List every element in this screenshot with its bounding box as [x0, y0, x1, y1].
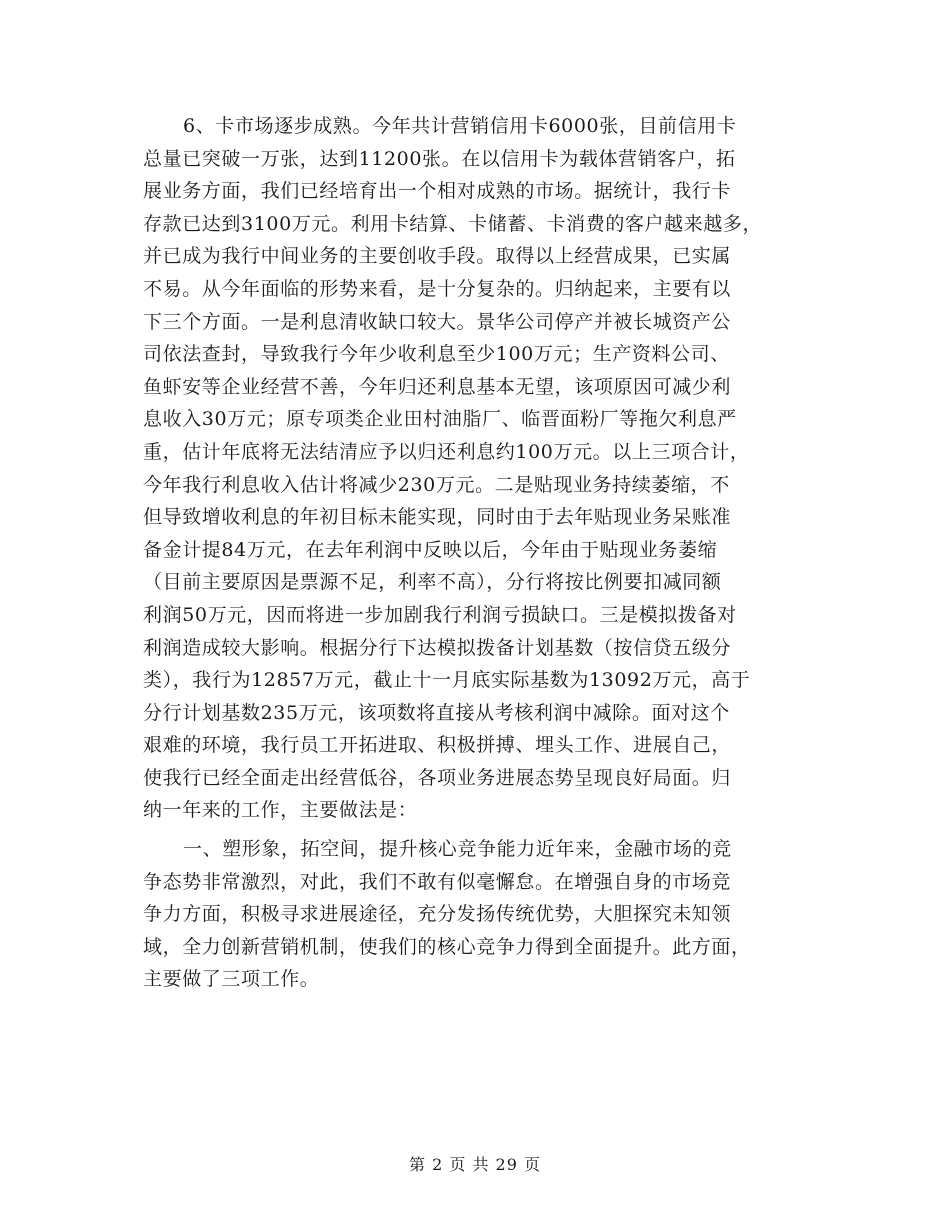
- paragraph-2: [143, 833, 813, 996]
- document-body: [143, 110, 813, 996]
- paragraph-1: [143, 110, 813, 827]
- text-line: 艰难的环境，我行员工开拓进取、积极拼搏、埋头工作、进展自己，: [143, 734, 732, 757]
- text-line: 利润50万元，因而将进一步加剧我行利润亏损缺口。三是模拟拨备对: [143, 603, 737, 626]
- text-line: 域，全力创新营销机制，使我们的核心竞争力得到全面提升。此方面，: [143, 935, 751, 958]
- text-line: 类），我行为12857万元，截止十一月底实际基数为13092万元，高于: [143, 669, 751, 692]
- text-line: 纳一年来的工作，主要做法是：: [143, 799, 418, 822]
- text-line: 争态势非常激烈，对此，我们不敢有似毫懈怠。在增强自身的市场竞: [143, 870, 732, 893]
- text-line: 今年我行利息收入估计将减少230万元。二是贴现业务持续萎缩，不: [143, 473, 730, 496]
- text-line: 但导致增收利息的年初目标未能实现，同时由于去年贴现业务呆账准: [143, 506, 732, 529]
- text-line: 存款已达到3100万元。利用卡结算、卡储蓄、卡消费的客户越来越多，: [143, 212, 763, 235]
- text-line: （目前主要原因是票源不足，利率不高），分行将按比例要扣减同额: [143, 571, 722, 594]
- text-line: 使我行已经全面走出经营低谷，各项业务进展态势呈现良好局面。归: [143, 766, 732, 789]
- text-line: 司依法查封，导致我行今年少收利息至少100万元；生产资料公司、: [143, 343, 730, 366]
- text-line: 一、塑形象，拓空间，提升核心竞争能力近年来，金融市场的竞: [183, 838, 732, 861]
- text-line: 6、卡市场逐步成熟。今年共计营销信用卡6000张，目前信用卡: [183, 115, 737, 137]
- text-line: 总量已突破一万张，达到11200张。在以信用卡为载体营销客户，拓: [143, 147, 736, 170]
- text-line: 争力方面，积极寻求进展途径，充分发扬传统优势，大胆探究未知领: [143, 903, 732, 926]
- text-line: 展业务方面，我们已经培育出一个相对成熟的市场。据统计，我行卡: [143, 180, 732, 203]
- text-line: 并已成为我行中间业务的主要创收手段。取得以上经营成果，已实属: [143, 245, 732, 268]
- text-line: 息收入30万元；原专项类企业田村油脂厂、临晋面粉厂等拖欠利息严: [143, 408, 737, 431]
- text-line: 主要做了三项工作。: [143, 968, 320, 991]
- text-line: 不易。从今年面临的形势来看，是十分复杂的。归纳起来，主要有以: [143, 277, 732, 300]
- text-line: 分行计划基数235万元，该项数将直接从考核利润中减除。面对这个: [143, 701, 730, 724]
- text-line: 下三个方面。一是利息清收缺口较大。景华公司停产并被长城资产公: [143, 310, 732, 333]
- text-line: 利润造成较大影响。根据分行下达模拟拨备计划基数（按信贷五级分: [143, 636, 732, 659]
- page-number-footer: 第 2 页 共 29 页: [409, 1155, 541, 1174]
- text-line: 鱼虾安等企业经营不善，今年归还利息基本无望，该项原因可减少利: [143, 375, 732, 398]
- text-line: 重，估计年底将无法结清应予以归还利息约100万元。以上三项合计，: [143, 440, 750, 463]
- text-line: 备金计提84万元，在去年利润中反映以后，今年由于贴现业务萎缩: [143, 538, 718, 561]
